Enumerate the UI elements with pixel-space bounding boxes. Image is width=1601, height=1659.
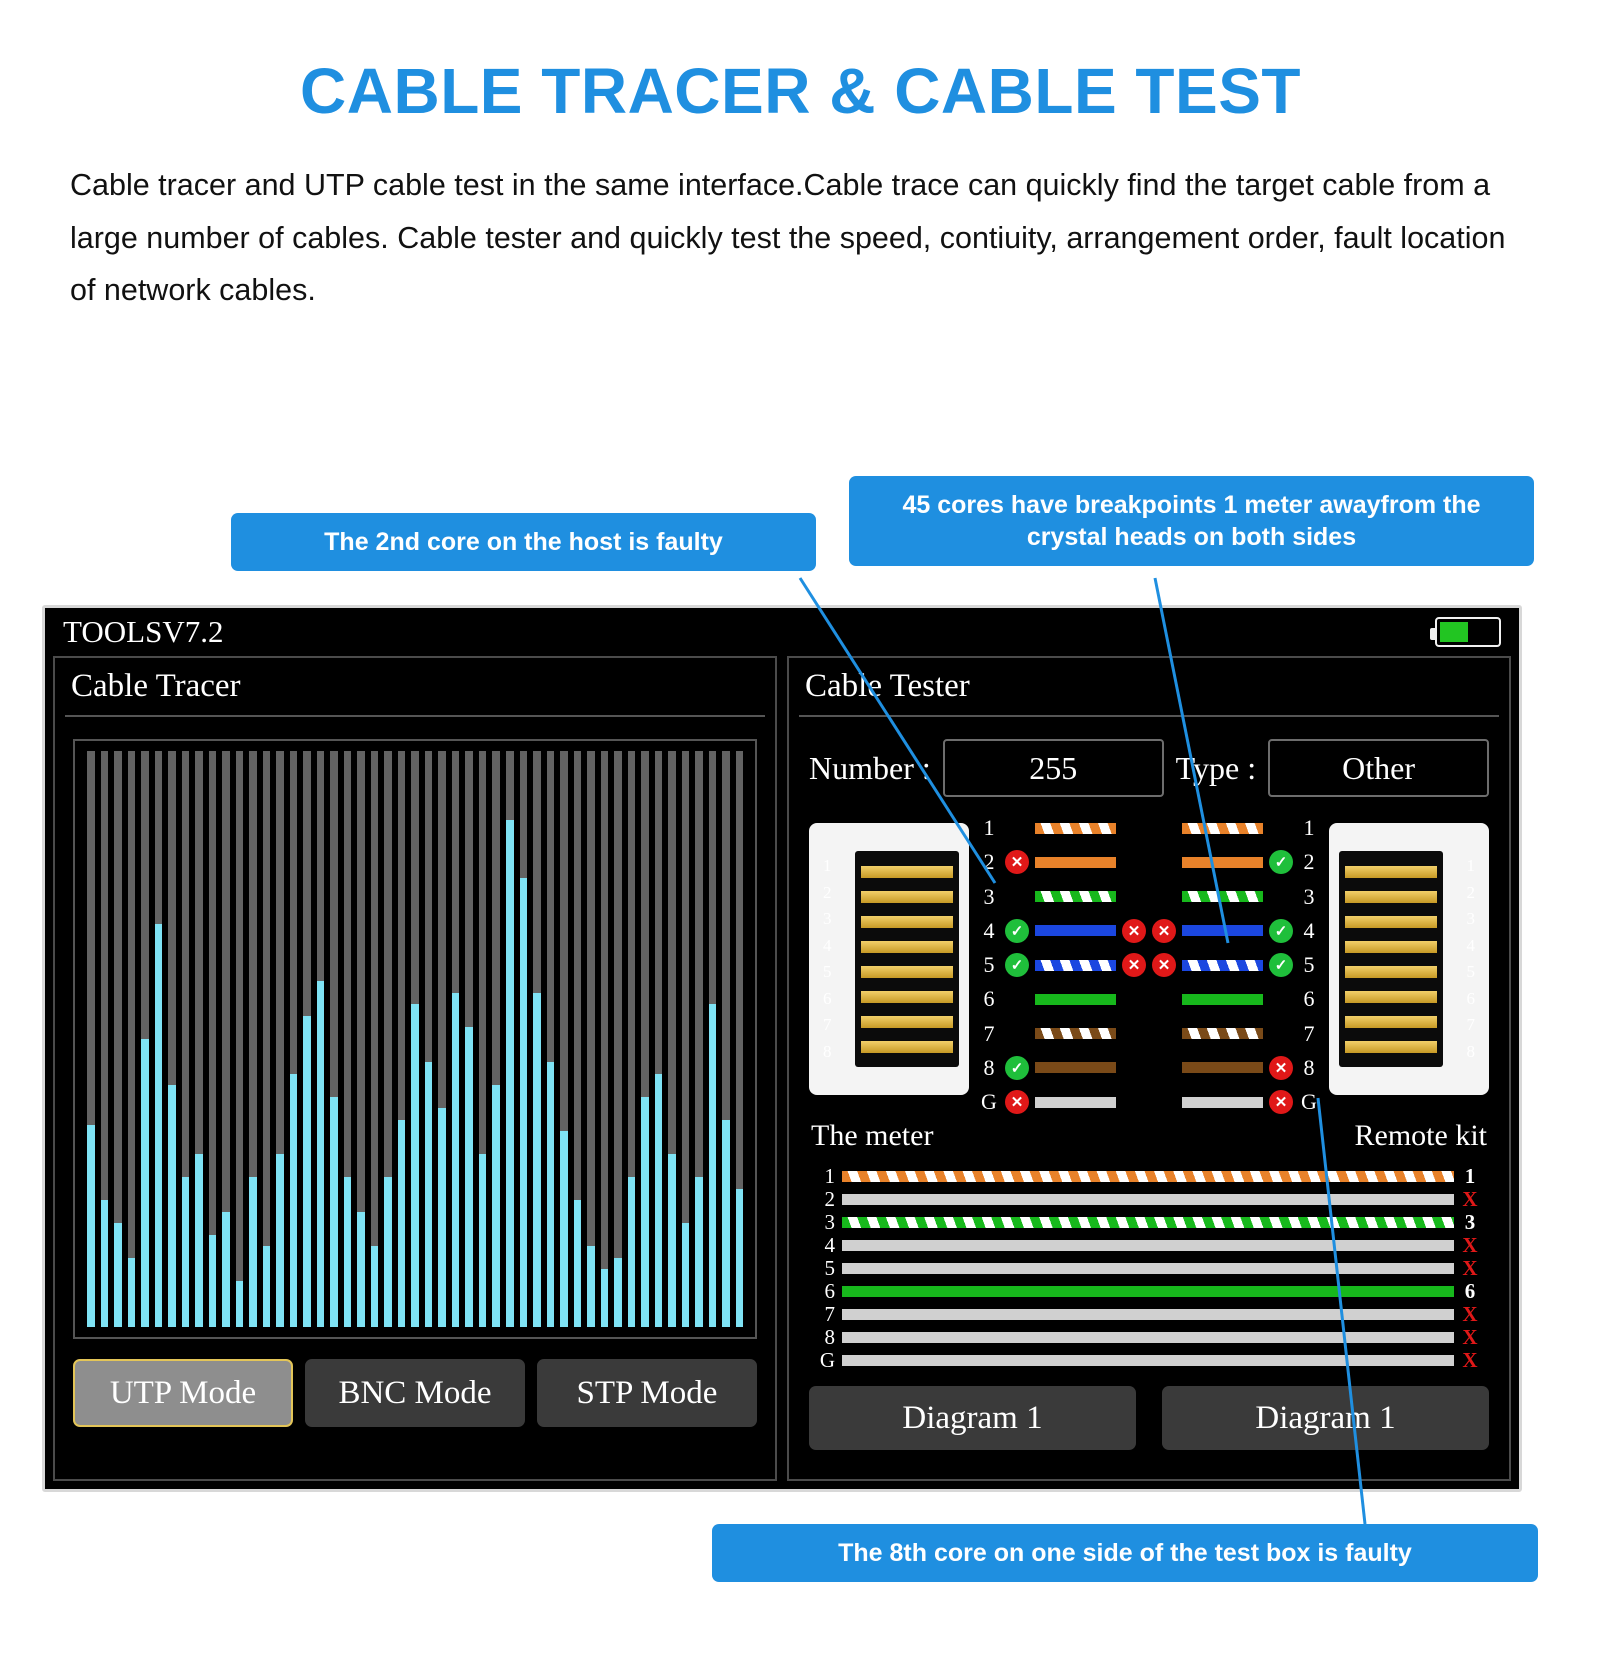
wire-row-number-right: 5 [1303, 952, 1315, 977]
pin-map-right-status: X [1462, 1187, 1478, 1211]
callout-host-core: The 2nd core on the host is faulty [231, 513, 816, 571]
mode-button-utp[interactable]: UTP Mode [73, 1359, 293, 1427]
pin-map-left-number: 1 [824, 1164, 835, 1188]
wire-row-number-left: 2 [983, 849, 995, 875]
wire-row-number-left: 4 [983, 917, 995, 943]
pin-map-left-number: 5 [824, 1256, 835, 1280]
wire-status-mid-right: ✕ [1152, 953, 1176, 977]
wire-row-number-left: 1 [983, 815, 995, 840]
jack-pin-number: 4 [823, 935, 832, 955]
jack-pin-number: 5 [1466, 962, 1475, 982]
wire-row-number-right: 2 [1303, 849, 1315, 875]
jack-pin-number: 1 [1466, 856, 1475, 876]
pin-map-left-number: 2 [824, 1187, 835, 1211]
jack-pin-number: 7 [823, 1015, 832, 1035]
number-value[interactable]: 255 [943, 739, 1164, 797]
wire-status-mid-right: ✕ [1152, 919, 1176, 943]
wire-status-left: ✕ [1005, 850, 1029, 874]
wire-status-left: ✓ [1005, 919, 1029, 943]
pin-map-right-status: 6 [1464, 1279, 1476, 1303]
wire-row-number-right: 6 [1303, 986, 1315, 1012]
page-description: Cable tracer and UTP cable test in the same interface.Cable trace can quickly find the target cable from a large number of cables. Cable tester and quickly test the speed, contiuity, arrangement order, fault location of network cables. [70, 168, 1506, 308]
wire-row-number-left: 8 [983, 1054, 995, 1080]
wire-row-number-left: 6 [983, 986, 995, 1012]
pin-map-right-status: X [1462, 1348, 1478, 1372]
jack-pin-number: 3 [1466, 909, 1475, 929]
diagram-button-1[interactable]: Diagram 1 [809, 1386, 1136, 1450]
jack-pin-number: 6 [1466, 988, 1475, 1008]
wire-status-right: ✓ [1269, 919, 1293, 943]
remote-label: Remote kit [1354, 1119, 1487, 1152]
mode-button-stp[interactable]: STP Mode [537, 1359, 757, 1427]
type-label: Type : [1175, 749, 1257, 786]
type-value[interactable]: Other [1268, 739, 1489, 797]
wire-row-number-left: 3 [983, 883, 995, 909]
wire-row-number-right: 4 [1303, 917, 1315, 943]
pin-map-left-number: G [819, 1348, 835, 1372]
cable-tracer-title: Cable Tracer [65, 664, 765, 717]
jack-pin-number: 8 [823, 1041, 832, 1061]
wire-row-number-right: 1 [1303, 815, 1315, 840]
jack-pin-number: 6 [823, 988, 832, 1008]
pin-map-left-number: 7 [824, 1302, 835, 1326]
pin-map-right-status: X [1462, 1256, 1478, 1280]
wire-status-left: ✕ [1005, 1090, 1029, 1114]
wire-status-right: ✕ [1269, 1090, 1293, 1114]
callout-connector-lines [0, 55, 1601, 1659]
jack-pin-number: 8 [1466, 1041, 1475, 1061]
wire-status-right: ✕ [1269, 1056, 1293, 1080]
meter-label: The meter [811, 1119, 934, 1152]
page-title: CABLE TRACER & CABLE TEST [300, 55, 1301, 127]
wire-status-mid-left: ✕ [1122, 919, 1146, 943]
jack-pin-number: 2 [1466, 882, 1475, 902]
pin-map-right-status: 1 [1464, 1164, 1476, 1188]
wire-status-right: ✓ [1269, 850, 1293, 874]
pin-map-left-number: 4 [824, 1233, 835, 1257]
pin-map-right-status: X [1462, 1302, 1478, 1326]
wire-row-number-left: G [981, 1089, 997, 1114]
wire-row-number-right: 3 [1303, 883, 1315, 909]
mode-button-bnc[interactable]: BNC Mode [305, 1359, 525, 1427]
callout-test-box: The 8th core on one side of the test box is faulty [712, 1524, 1538, 1582]
wire-status-left: ✓ [1005, 1056, 1029, 1080]
device-model: TOOLSV7.2 [63, 614, 224, 649]
jack-pin-number: 1 [823, 856, 832, 876]
jack-pin-number: 7 [1466, 1015, 1475, 1035]
pin-map-right-status: 3 [1464, 1210, 1476, 1234]
pin-map-right-status: X [1462, 1325, 1478, 1349]
wire-status-left: ✓ [1005, 953, 1029, 977]
cable-tester-title: Cable Tester [799, 664, 1499, 717]
wire-row-number-right: 7 [1303, 1020, 1315, 1046]
jack-pin-number: 5 [823, 962, 832, 982]
pin-map-left-number: 8 [824, 1325, 835, 1349]
pin-map-left-number: 6 [824, 1279, 835, 1303]
jack-pin-number: 4 [1466, 935, 1475, 955]
jack-pin-number: 3 [823, 909, 832, 929]
callout-breakpoints: 45 cores have breakpoints 1 meter awayfrom the crystal heads on both sides [849, 476, 1534, 566]
wire-row-number-right: 8 [1303, 1054, 1315, 1080]
pin-map-right-status: X [1462, 1233, 1478, 1257]
number-label: Number : [809, 749, 931, 786]
diagram-button-2[interactable]: Diagram 1 [1162, 1386, 1489, 1450]
wire-status-mid-left: ✕ [1122, 953, 1146, 977]
wire-status-right: ✓ [1269, 953, 1293, 977]
wire-row-number-left: 7 [983, 1020, 995, 1046]
pin-map-left-number: 3 [824, 1210, 835, 1234]
wire-row-number-left: 5 [983, 952, 995, 977]
wire-row-number-right: G [1301, 1089, 1317, 1114]
jack-pin-number: 2 [823, 882, 832, 902]
